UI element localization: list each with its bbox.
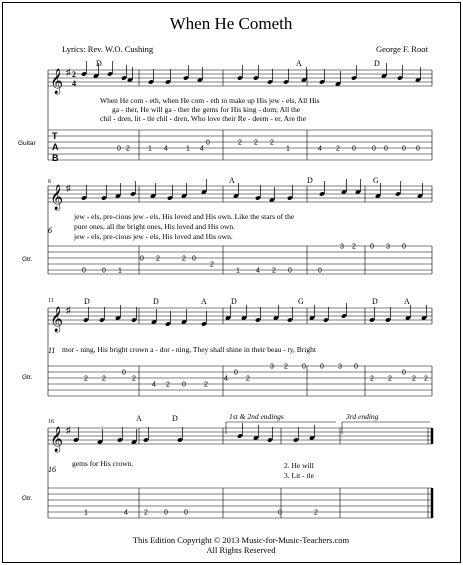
chord-symbol: D [307,176,313,185]
tab-fret-number: 0 [370,243,374,251]
tab-fret-number: 3 [340,243,344,251]
tab-fret-number: 2 [352,243,356,251]
tab-fret-number: 0 [354,363,358,371]
tab-fret-number: 0 [117,145,121,153]
tab-fret-number: 1 [84,509,88,517]
tab-fret-number: 0 [234,369,238,377]
tab-fret-number: 1 [286,145,290,153]
tab-lines [48,488,432,518]
tab-fret-number: 2 [84,375,88,383]
tab-fret-number: 0 [206,139,210,147]
tab-fret-number: 0 [402,145,406,153]
tab-fret-number: 2 [210,261,214,269]
tab-fret-number: 2 [156,255,160,263]
tab-fret-number: 0 [140,255,144,263]
treble-clef-icon: 𝄞 [50,426,64,451]
svg-text:A: A [52,142,59,152]
chord-symbol: G [298,297,304,306]
tab-fret-number: 0 [318,267,322,275]
tab-fret-number: 2 [144,509,148,517]
tab-fret-number: 0 [82,267,86,275]
tab-fret-number: 0 [372,145,376,153]
chord-symbol: D [374,59,380,68]
verse-number: 6 [48,226,52,235]
key-signature-sharp: ♯ [66,305,71,315]
treble-clef-icon: 𝄞 [50,184,64,209]
chord-symbol: D [153,297,159,306]
tab-fret-number: 0 [416,145,420,153]
tab-fret-number: 2 [270,139,274,147]
tab-fret-number: 0 [402,243,406,251]
chord-symbol: D [84,297,90,306]
tab-fret-number: 2 [370,375,374,383]
tab-fret-number: 1 [186,145,190,153]
lyric-line: jew - els, pre-cious jew - els, His loved and His own. Like the stars of the [74,212,295,221]
tab-fret-number: 2 [272,267,276,275]
time-signature-top: 2 [72,70,76,79]
tab-numbers [84,510,318,517]
measure-number: 16 [48,419,54,425]
key-signature-sharp: ♯ [66,425,71,435]
ending-label: 1st & 2nd endings [229,412,284,421]
system-1 [18,59,432,163]
tab-fret-number: 2 [102,375,106,383]
gtr-label: Gtr. [22,495,33,502]
tab-fret-number: 2 [204,381,208,389]
staff-lines [48,186,432,202]
tab-fret-number: 0 [384,145,388,153]
chord-symbol: A [136,414,142,423]
tab-fret-number: 4 [224,375,228,383]
notes [83,303,427,327]
gtr-label: Gtr. [22,374,33,381]
lyric-line: ga - ther, He will ga - ther the gems for His king - dom; All the [112,105,301,114]
tab-fret-number: 3 [338,363,342,371]
lyric-line: chil - dren, lit - tle chil - dren, Who love their Re - deem - er, Are the [100,114,306,123]
song-title: When He Cometh [169,14,293,33]
tab-fret-number: 1 [148,145,152,153]
tab-fret-number: 0 [302,363,306,371]
tab-fret-number: 2 [284,363,288,371]
tab-fret-number: 2 [182,255,186,263]
treble-clef-icon: 𝄞 [50,68,64,93]
composer-credit: George F. Root [376,44,428,54]
ending-lyric: 3. Lit - tle [284,471,314,480]
tab-fret-number: 2 [246,375,250,383]
chord-symbol: A [404,297,410,306]
tab-fret-number: 0 [402,369,406,377]
tab-fret-number: 2 [412,375,416,383]
tab-fret-number: 0 [288,267,292,275]
lyric-line: mor - ning, His bright crown a - dor - ning, They shall shine in their beau - ty, Bright [62,345,316,354]
tab-fret-number: 0 [278,509,282,517]
treble-clef-icon: 𝄞 [50,306,64,331]
tab-fret-number: 3 [270,363,274,371]
time-signature-bottom: 4 [72,79,76,88]
tab-fret-number: 2 [388,375,392,383]
tab-fret-number: 3 [386,243,390,251]
tab-fret-number: 0 [122,369,126,377]
copyright-line: This Edition Copyright © 2013 Music-for-Music-Teachers.com [132,535,350,545]
measure-number: 6 [48,179,51,185]
tab-fret-number: 1 [236,267,240,275]
tab-fret-number: 0 [184,509,188,517]
tab-fret-number: 1 [118,267,122,275]
chord-symbol: A [229,176,235,185]
tab-fret-number: 0 [192,255,196,263]
rights-line: All Rights Reserved [206,545,276,555]
verse-number: 16 [48,465,56,474]
tab-fret-number: 0 [164,509,168,517]
tab-fret-number: 2 [166,381,170,389]
system-3 [22,297,432,396]
key-signature-sharp: ♯ [66,183,71,193]
key-signature-sharp: ♯ [66,67,71,77]
tab-fret-number: 4 [152,381,156,389]
chord-symbol: D [231,297,237,306]
tab-fret-number: 2 [126,145,130,153]
notes [73,423,315,445]
chord-symbol: D [96,59,102,68]
tab-numbers [84,364,428,389]
lyric-line: pure ones, all the bright ones, His loved and His own. [74,222,236,231]
tab-numbers [117,140,420,153]
tab-fret-number: 4 [318,145,322,153]
notes [81,179,423,203]
tab-fret-number: 2 [132,375,136,383]
gtr-label: Gtr. [22,256,33,263]
tab-fret-number: 4 [256,267,260,275]
tab-fret-number: 0 [352,145,356,153]
tab-fret-number: 2 [336,145,340,153]
lyric-line: gems for His crown. [72,459,134,468]
tab-fret-number: 2 [314,509,318,517]
verse-number: 11 [48,346,56,355]
measure-number: 11 [48,298,54,304]
chord-symbol: A [296,59,302,68]
tab-fret-number: 0 [320,363,324,371]
tab-fret-number: 0 [102,267,106,275]
system-4 [22,412,432,518]
ending-label: 3rd ending [346,412,379,421]
chord-symbol: G [373,176,379,185]
tab-fret-number: 4 [200,145,204,153]
svg-text:B: B [52,153,59,163]
chord-symbol: D [372,297,378,306]
tab-fret-number: 2 [424,375,428,383]
system-2 [22,176,432,275]
chord-symbol: D [172,414,178,423]
tab-fret-number: 2 [254,139,258,147]
guitar-label: Guitar [18,140,36,147]
lyric-line: When He com - eth, when He com - eth to make up His jew - els, All His [100,96,320,105]
svg-text:T: T [52,131,58,141]
chord-symbols [84,297,410,306]
lyric-line: jew - els, pre-cious jew - els, His loved and His own. [74,232,233,241]
ending-lyric: 2. He will [284,461,314,470]
chord-symbol: A [201,297,207,306]
tab-fret-number: 4 [164,145,168,153]
barlines [48,428,432,518]
tab-fret-number: 0 [182,381,186,389]
tab-fret-number: 2 [238,139,242,147]
lyricist-credit: Lyrics: Rev. W.O. Cushing [62,44,154,54]
tab-fret-number: 4 [124,509,128,517]
